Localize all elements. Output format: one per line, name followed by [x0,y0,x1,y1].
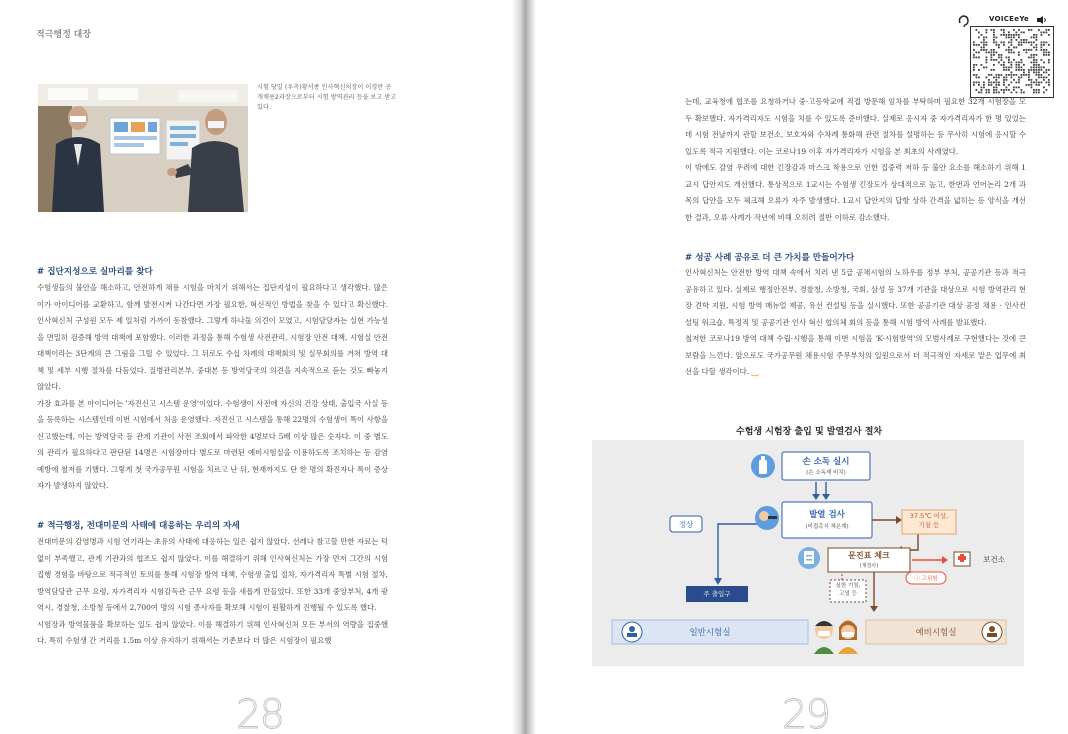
step-questionnaire-subtitle: (재검사) [859,563,879,569]
alert-icon: ⓘ [914,576,920,582]
paragraph-proactive-administration: 전대미문의 감염병과 시험 연기라는 초유의 사태에 대응하는 일은 쉽지 않았다. 선례나 참고할 만한 자료는 턱없이 부족했고, 관계 기관과의 협조도 쉽지 않았다. 이를 해결하기 위해 인사혁신처는 가장 먼저 그간의 시험 집행 경험을 바탕으로 적극적인 토의를 통해 시험장 방역 대책, 수험생 출입 절차, 자가격리자 특별 시험 절차, 방역담당관 근무 요령, 자가격리자 시험감독관 근무 요령 등을 새롭게 만들었다. 또한 33개 중앙부처, 4개 광역시, 경찰청, 소방청 등에서 2,700여 명의 시험 종사자를 확보해 시험이 원활하게 진행될 수 있도록 했다. 시험장과 방역물품을 확보하는 일도 쉽지 않았다. 이를 해결하기 위해 인사혁신처 모든 부서의 역량을 집중했다. 특히 수험생 간 거리를 1.5m 이상 유지하기 위해서는 기존보다 더 많은 시험장이 필요했 [37,537,388,645]
voiceeye-code [956,14,1056,84]
paragraph-sharing-success [685,265,1026,381]
page-number-left: 28 [236,692,283,734]
fever-cough-label: 37.5℃ 이상, 기침 등 [909,512,949,529]
page-number-right: 29 [782,692,829,734]
masked-people-icon [814,621,858,655]
step-hand-sanitize-subtitle: (손 소독제 비치) [806,470,846,476]
book-gutter [512,0,536,734]
diagram-entry-procedure [592,440,1024,666]
heading-sharing-success: # 성공 사례 공유로 더 큰 가치를 만들어가다 [685,253,855,263]
high-risk-label [906,574,946,582]
diagram-title: 수험생 시험장 출입 및 발열검사 절차 [736,427,883,437]
paragraph-collective-intelligence: 수험생들의 불안을 해소하고, 안전하게 채용 시험을 마치기 위해서는 집단지성이 필요하다고 생각했다. 많은 이가 아이디어를 교환하고, 함께 발전시켜 나간다면 가장 필요한, 혁신적인 방법을 찾을 수 있다고 확신했다. 인사혁신처 구성원 모두 제 일처럼 가까이 동참했다. 그렇게 하나둘 의견이 모였고, 시험담당자는 실현 가능성을 면밀히 검증해 방역 대책에 포함했다. 이러한 과정을 통해 수험생 사전관리, 시험장 안전 대책, 시험실 안전 대책이라는 3단계의 큰 그림을 그릴 수 있었다. 그 뒤로도 수십 차례의 대책회의 및 실무회의를 거쳐 방역 대책 및 세부 시행 절차를 다듬었다. 질병관리본부, 중대본 등 방역당국의 의견을 지속적으로 듣는 것도 빠놓지 않았다. 가장 효과를 본 아이디어는 '자진신고 시스템 운영'이었다. 수험생이 사전에 자신의 건강 상태, 출입국 사실 등을 등록하는 시스템인데 이번 시험에서 처음 운영했다. 자진신고 시스템을 통해 22명의 수험생이 특이 사항을 신고했는데, 이는 방역당국 등 관계 기관이 사전 조회에서 파악한 4명보다 5배 이상 많은 숫자다. 이 중 별도의 관리가 필요하다고 판단된 14명은 시험장마다 별도로 마련된 예비시험실을 이용하도록 조치하는 등 감염 예방에 철저를 기했다. 그렇게 첫 국가공무원 시험을 치르고 난 뒤, 현재까지도 단 한 명의 확진자나 특이 증상자가 발생하지 않았다. [37,283,388,490]
step-fever-check-title: 발열 검사 [809,510,845,520]
photo-officials-meeting [38,84,248,212]
general-exam-room-label: 일반시험실 [689,628,731,638]
health-center-label: 보건소 [983,555,1005,564]
photo-caption: 시험 당일 (우측)황서종 인사혁신처장이 이경란 공개채용2과장으로부터 시험 방역관리 등을 보고 받고 있다. [257,84,397,111]
thermometer-check-icon [755,506,779,530]
normal-label: 정상 [678,520,694,529]
paragraph-sharing-success-text: 인사혁신처는 안전한 방역 대책 속에서 치러 낸 5급 공채시험의 노하우를 정부 부처, 공공기관 등과 적극 공유하고 있다. 실제로 행정안전부, 경찰청, 소방청, 국회, 삼성 등 37개 기관을 대상으로 시험 방역관리 현장 견학 지원, 시험 방역 매뉴얼 제공, 유선 컨설팅 등을 실시했다. 또한 공공기관 대상 공정 채용 · 인사컨설팅 워크숍, 특정직 및 공공기관 인사 혁신 협의체 회의 등을 통해 시험 방역 사례를 발표했다. 철저한 코로나19 방역 대책 수립·시행을 통해 이번 시험을 'K-시험방역'의 모범사례로 구현했다는 것에 큰 보람을 느낀다. 앞으로도 국가공무원 채용시험 주무부처의 일원으로서 더 적극적인 자세로 맡은 업무에 최선을 다할 생각이다. [685,268,1026,376]
hand-sanitizer-icon [751,454,775,478]
paragraph-exam-venues: 는데, 교육청에 협조를 요청하거나 중·고등학교에 직접 방문해 임차를 부탁하며 필요한 32개 시험장을 모두 확보했다. 자가격리자도 시험을 치를 수 있도록 준비했다. 실제로 응시자 중 자가격리자가 한 명 있었는데 시험 전날까지 관할 보건소, 보호자와 수차례 통화해 관련 절차를 설명하는 등 무사히 시험에 응시할 수 있도록 적극 지원했다. 이는 코로나19 이후 자가격리자가 시험을 본 최초의 사례였다. 이 밖에도 감염 우려에 대한 긴장감과 마스크 착용으로 인한 집중력 저하 등 불안 요소를 해소하기 위해 1교시 답안지도 개선했다. 통상적으로 1교시는 수험생 긴장도가 상대적으로 높고, 한번과 언어논리 2개 과목의 답안을 모두 체크해 오류가 자주 발생했다. 1교시 답안지의 답항 상하 간격을 넓히는 등 양식을 개선한 결과, 오류 사례가 작년에 비해 오히려 절반 이하로 감소했다. [685,97,1026,222]
mild-symptoms-label: 심한 기침, 고열 등 [835,583,861,597]
heading-proactive-administration: # 적극행정, 전대미문의 사태에 대응하는 우리의 자세 [37,521,240,531]
step-hand-sanitize-title: 손 소독 실시 [802,457,850,467]
speaker-icon [1037,16,1047,24]
high-risk-text: 고위험 [921,576,938,582]
reserve-exam-room-label: 예비시험실 [915,628,957,638]
voiceeye-label: VOICEeYe [989,15,1030,23]
main-entrance-label: 주 출입구 [703,590,731,598]
clipboard-icon [798,547,820,569]
left-page [0,0,512,734]
ear-icon [956,14,970,28]
hospital-icon [954,552,970,566]
section-label: 적극행정 대장 [36,30,92,40]
smile-icon: ‿ [751,367,759,377]
step-fever-check-subtitle: (비접촉식 체온계) [805,524,849,530]
voiceeye-2d-code-icon[interactable] [970,26,1054,98]
heading-collective-intelligence: # 집단지성으로 실마리를 찾다 [37,267,153,277]
right-page [536,0,1068,734]
step-questionnaire-title: 문진표 체크 [848,551,890,560]
